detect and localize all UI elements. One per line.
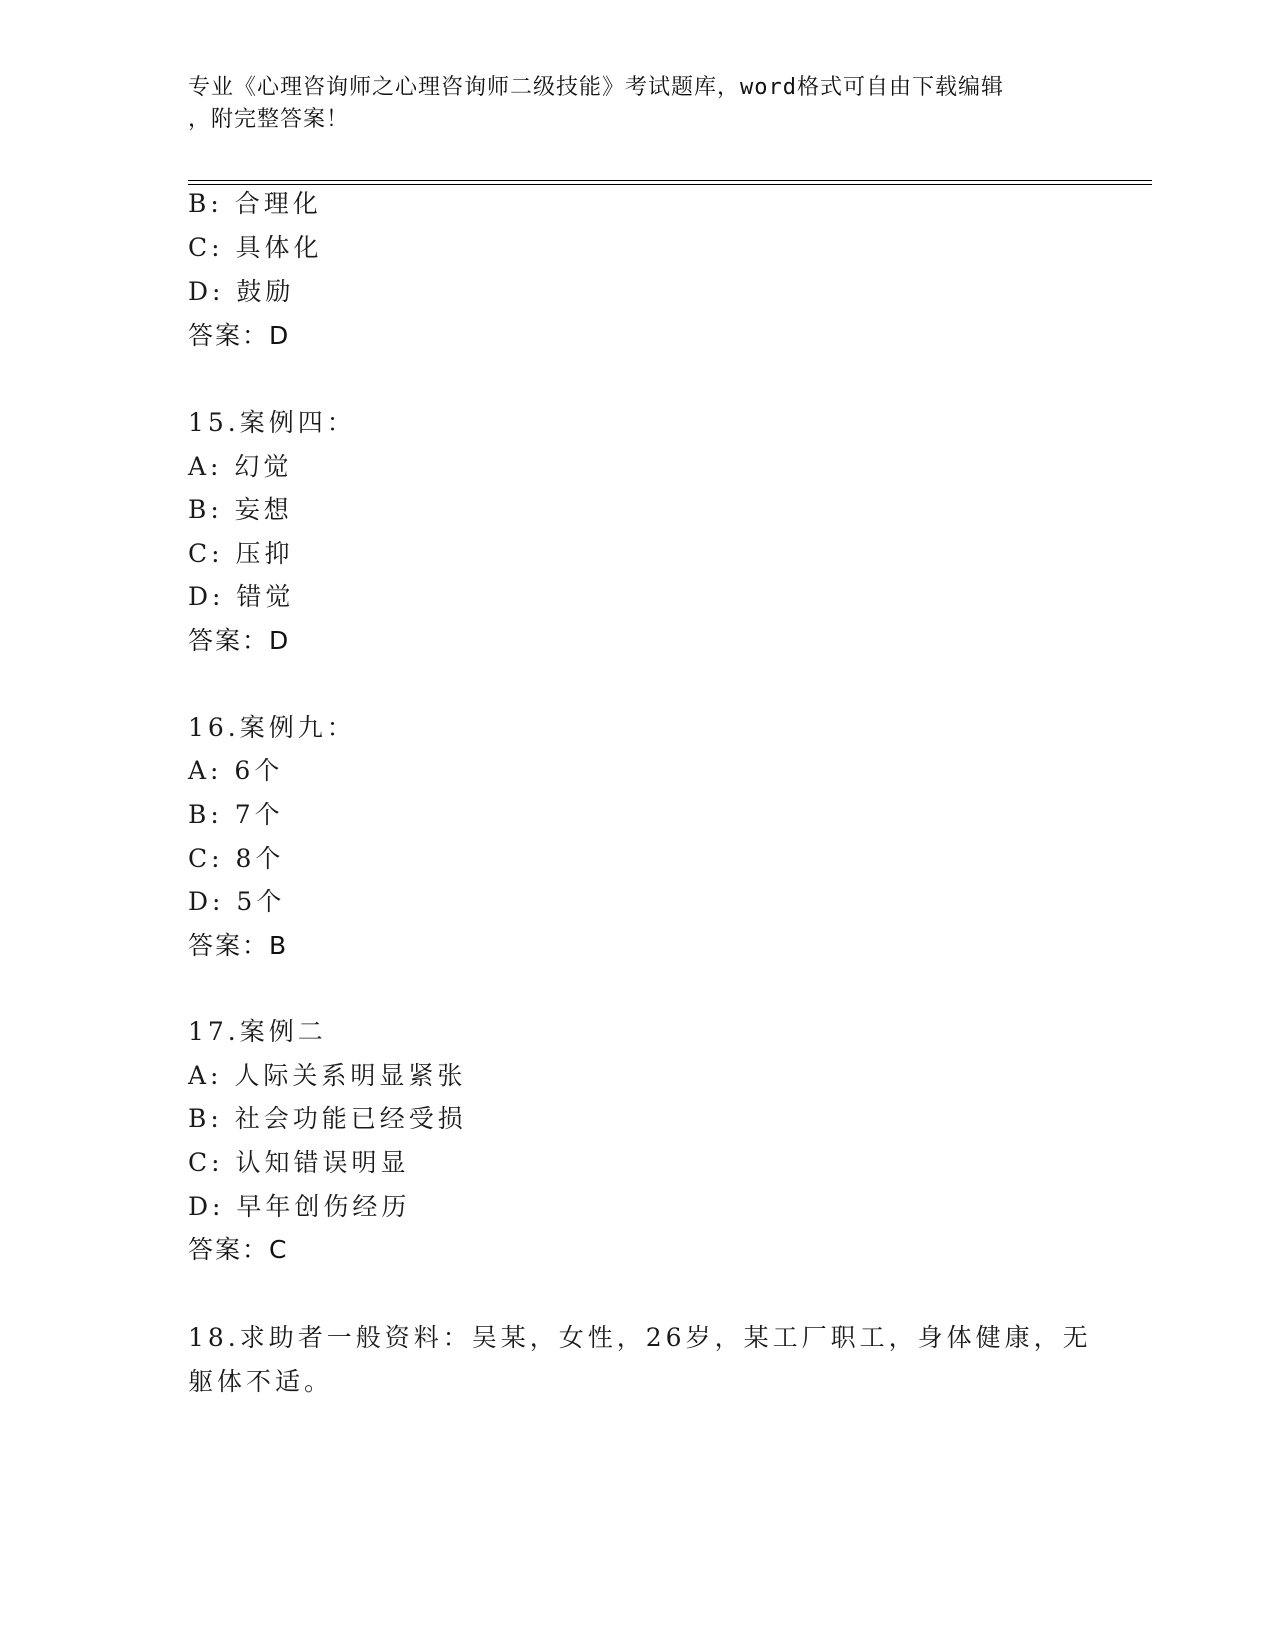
question-17-title: 17.案例二 xyxy=(188,1017,327,1046)
header-title-line-1: 专业《心理咨询师之心理咨询师二级技能》考试题库，word格式可自由下载编辑 xyxy=(188,75,1004,100)
option-c: C: 具体化 xyxy=(188,233,323,262)
question-15-title: 15.案例四： xyxy=(188,408,356,437)
question-18-text xyxy=(188,1316,1092,1404)
question-16-answer: 答案：B xyxy=(188,931,289,960)
question-16-option-a: A: 6个 xyxy=(188,756,284,785)
question-15-answer: 答案：D xyxy=(188,626,291,655)
question-18-line-2: 躯体不适。 xyxy=(188,1367,334,1396)
question-16-title: 16.案例九： xyxy=(188,713,356,742)
question-17-option-b: B: 社会功能已经受损 xyxy=(188,1104,467,1133)
answer: 答案：D xyxy=(188,321,291,350)
question-15-option-d: D: 错觉 xyxy=(188,582,295,611)
question-17-option-d: D: 早年创伤经历 xyxy=(188,1192,411,1221)
question-16-option-c: C: 8个 xyxy=(188,844,285,873)
question-15-option-c: C: 压抑 xyxy=(188,539,294,568)
header-divider-top xyxy=(188,180,1152,181)
document-header xyxy=(188,72,1088,136)
question-17-answer: 答案：C xyxy=(188,1235,289,1264)
question-16-option-b: B: 7个 xyxy=(188,800,284,829)
header-divider-bottom xyxy=(188,184,1152,185)
question-16-option-d: D: 5个 xyxy=(188,887,286,916)
question-15-option-a: A: 幻觉 xyxy=(188,452,293,481)
header-title-line-2: ，附完整答案！ xyxy=(188,107,350,132)
option-d: D: 鼓励 xyxy=(188,277,295,306)
question-17-option-c: C: 认知错误明显 xyxy=(188,1148,410,1177)
question-17-option-a: A: 人际关系明显紧张 xyxy=(188,1061,467,1090)
question-15-option-b: B: 妄想 xyxy=(188,495,293,524)
question-18-line-1: 18.求助者一般资料：吴某，女性，26岁，某工厂职工，身体健康，无 xyxy=(188,1323,1092,1352)
option-b: B: 合理化 xyxy=(188,189,322,218)
